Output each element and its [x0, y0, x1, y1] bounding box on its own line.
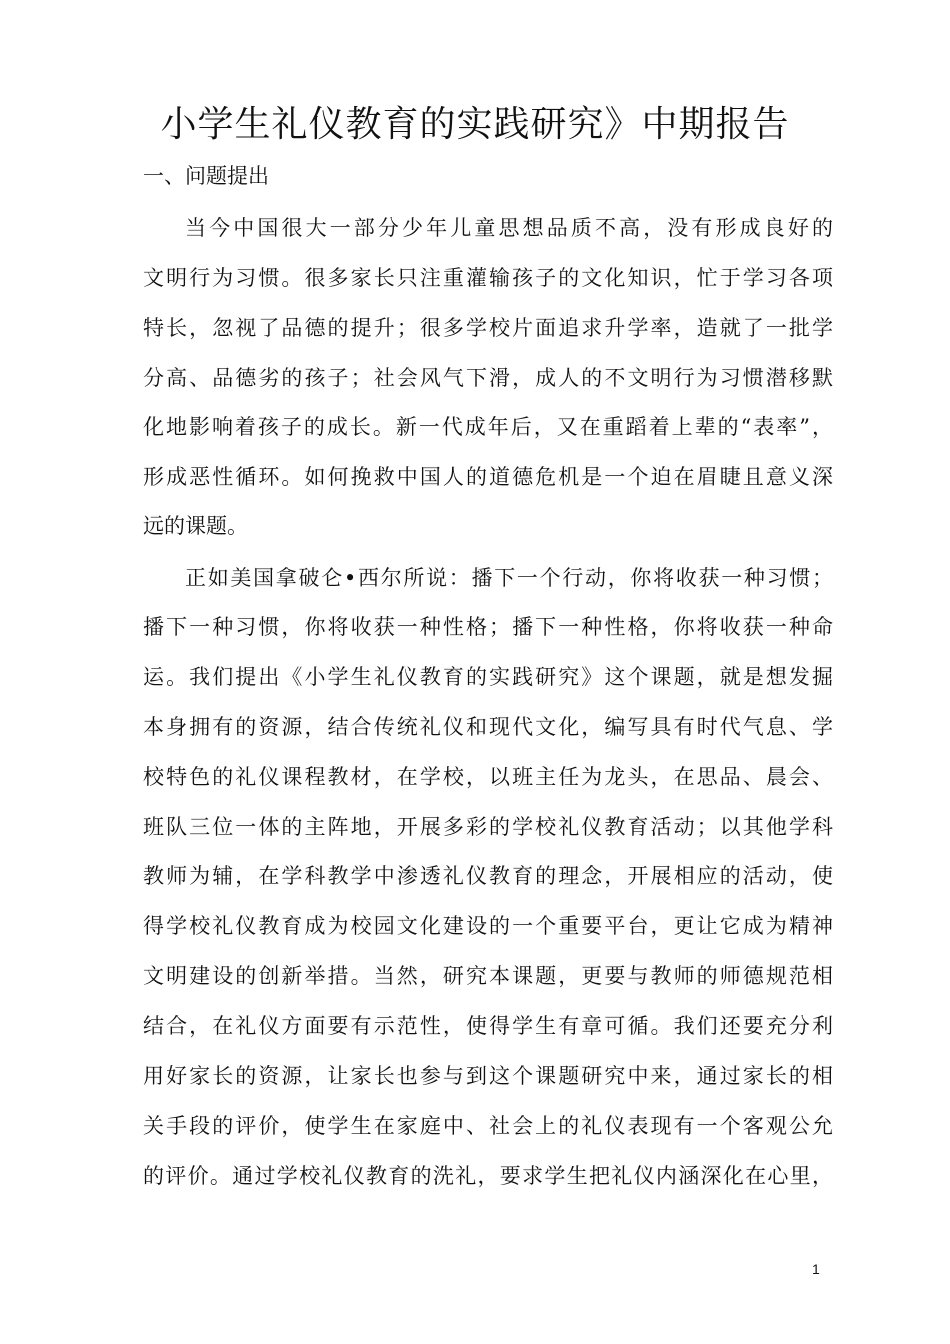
- paragraph-1-line-2: 文明行为习惯。很多家长只注重灌输孩子的文化知识，忙于学习各项: [143, 266, 833, 290]
- document-title: 小学生礼仪教育的实践研究》中期报告: [160, 104, 790, 145]
- page-number: 1: [812, 1261, 820, 1277]
- paragraph-2-line-2: 播下一种习惯，你将收获一种性格；播下一种性格，你将收获一种命: [143, 615, 833, 639]
- paragraph-1-line-1: 当今中国很大一部分少年儿童思想品质不高，没有形成良好的: [185, 216, 833, 240]
- paragraph-2-line-11: 用好家长的资源，让家长也参与到这个课题研究中来，通过家长的相: [143, 1064, 833, 1088]
- paragraph-2-line-6: 班队三位一体的主阵地，开展多彩的学校礼仪教育活动；以其他学科: [143, 815, 833, 839]
- paragraph-2-line-1: 正如美国拿破仑•西尔所说：播下一个行动，你将收获一种习惯；: [185, 566, 833, 590]
- paragraph-1-line-4: 分高、品德劣的孩子；社会风气下滑，成人的不文明行为习惯潜移默: [143, 366, 833, 390]
- paragraph-2-line-7: 教师为辅，在学科教学中渗透礼仪教育的理念，开展相应的活动，使: [143, 864, 833, 888]
- paragraph-2-line-3: 运。我们提出《小学生礼仪教育的实践研究》这个课题，就是想发掘: [143, 665, 833, 689]
- paragraph-2-line-12: 关手段的评价，使学生在家庭中、社会上的礼仪表现有一个客观公允: [143, 1114, 833, 1138]
- paragraph-1-line-7: 远的课题。: [143, 514, 248, 538]
- paragraph-2-line-10: 结合，在礼仪方面要有示范性，使得学生有章可循。我们还要充分利: [143, 1014, 833, 1038]
- paragraph-2-line-8: 得学校礼仪教育成为校园文化建设的一个重要平台，更让它成为精神: [143, 914, 833, 938]
- paragraph-1-line-5: 化地影响着孩子的成长。新一代成年后，又在重蹈着上辈的“表率”，: [143, 415, 833, 439]
- paragraph-2-line-5: 校特色的礼仪课程教材，在学校，以班主任为龙头，在思品、晨会、: [143, 765, 833, 789]
- paragraph-2-line-4: 本身拥有的资源，结合传统礼仪和现代文化，编写具有时代气息、学: [143, 715, 833, 739]
- section-heading: 一、问题提出: [143, 164, 269, 188]
- paragraph-2-line-13: 的评价。通过学校礼仪教育的洗礼，要求学生把礼仪内涵深化在心里，: [143, 1164, 833, 1188]
- paragraph-1-line-6: 形成恶性循环。如何挽救中国人的道德危机是一个迫在眉睫且意义深: [143, 465, 833, 489]
- paragraph-2-line-9: 文明建设的创新举措。当然，研究本课题，更要与教师的师德规范相: [143, 964, 833, 988]
- paragraph-1-line-3: 特长，忽视了品德的提升；很多学校片面追求升学率，造就了一批学: [143, 316, 833, 340]
